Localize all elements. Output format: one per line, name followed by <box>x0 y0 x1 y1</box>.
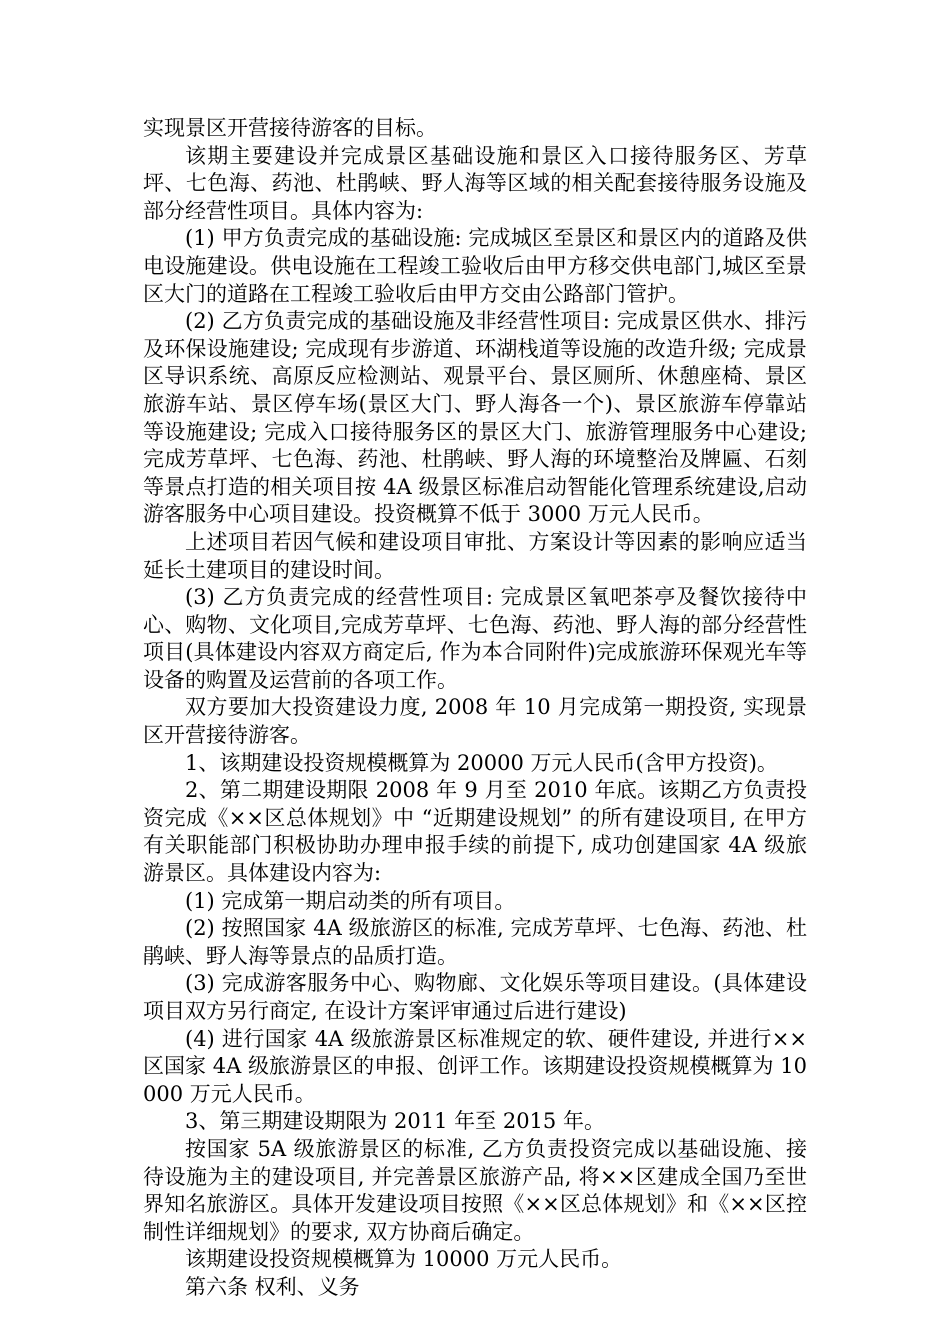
paragraph-16: 该期建设投资规模概算为 10000 万元人民币。 <box>185 1247 623 1272</box>
paragraph-1: 实现景区开营接待游客的目标。 <box>143 116 437 140</box>
paragraph-15: 按国家 5A 级旅游景区的标准, 乙方负责投资完成以基础设施、接待设施为主的建设项目, 并完善景区旅游产品, 将××区建成全国乃至世界知名旅游区。具体开发建设项目按照《××区总体规划》和《××区控制性详细规划》的要求, 双方协商后确定。 <box>143 1136 807 1244</box>
paragraph-5: 上述项目若因气候和建设项目审批、方案设计等因素的影响应适当延长土建项目的建设时间。 <box>143 529 807 582</box>
paragraph-3: (1) 甲方负责完成的基础设施: 完成城区至景区和景区内的道路及供电设施建设。供电设施在工程竣工验收后由甲方移交供电部门,城区至景区大门的道路在工程竣工验收后由甲方交由公路部门管护。 <box>143 226 807 306</box>
paragraph-9: 2、第二期建设期限 2008 年 9 月至 2010 年底。该期乙方负责投资完成《××区总体规划》中 “近期建设规划” 的所有建设项目, 在甲方有关职能部门积极协助办理申报手续的前提下, 成功创建国家 4A 级旅游景区。具体建设内容为: <box>143 778 807 886</box>
paragraph-4: (2) 乙方负责完成的基础设施及非经营性项目: 完成景区供水、排污及环保设施建设; 完成现有步游道、环湖栈道等设施的改造升级; 完成景区导识系统、高原反应检测站、观景平台、景区厕所、休憩座椅、景区旅游车站、景区停车场(景区大门、野人海各一个)、景区旅游车停靠站等设施建设; 完成入口接待服务区的景区大门、旅游管理服务中心建设; 完成芳草坪、七色海、药池、杜鹃峡、野人海的环境整治及牌匾、石刻等景点打造的相关项目按 4A 级景区标准启动智能化管理系统建设,启动游客服务中心项目建设。投资概算不低于 3000 万元人民币。 <box>143 309 807 527</box>
paragraph-10: (1) 完成第一期启动类的所有项目。 <box>185 888 516 913</box>
document-page <box>143 115 807 1302</box>
paragraph-11: (2) 按照国家 4A 级旅游区的标准, 完成芳草坪、七色海、药池、杜鹃峡、野人海等景点的品质打造。 <box>143 916 807 968</box>
paragraph-8: 1、该期建设投资规模概算为 20000 万元人民币(含甲方投资)。 <box>185 750 778 775</box>
paragraph-6: (3) 乙方负责完成的经营性项目: 完成景区氧吧茶亭及餐饮接待中心、购物、文化项目,完成芳草坪、七色海、药池、野人海的部分经营性项目(具体建设内容双方商定后, 作为本合同附件)完成旅游环保观光车等设备的购置及运营前的各项工作。 <box>143 585 807 692</box>
paragraph-7: 双方要加大投资建设力度, 2008 年 10 月完成第一期投资, 实现景区开营接待游客。 <box>143 695 807 748</box>
paragraph-14: 3、第三期建设期限为 2011 年至 2015 年。 <box>185 1109 605 1134</box>
paragraph-12: (3) 完成游客服务中心、购物廊、文化娱乐等项目建设。(具体建设项目双方另行商定, 在设计方案评审通过后进行建设) <box>143 971 807 1023</box>
article-heading: 第六条 权利、义务 <box>185 1274 360 1299</box>
paragraph-13: (4) 进行国家 4A 级旅游景区标准规定的软、硬件建设, 并进行××区国家 4A 级旅游景区的申报、创评工作。该期建设投资规模概算为 10000 万元人民币。 <box>143 1026 807 1106</box>
paragraph-2: 该期主要建设并完成景区基础设施和景区入口接待服务区、芳草坪、七色海、药池、杜鹃峡、野人海等区域的相关配套接待服务设施及部分经营性项目。具体内容为: <box>143 143 807 223</box>
